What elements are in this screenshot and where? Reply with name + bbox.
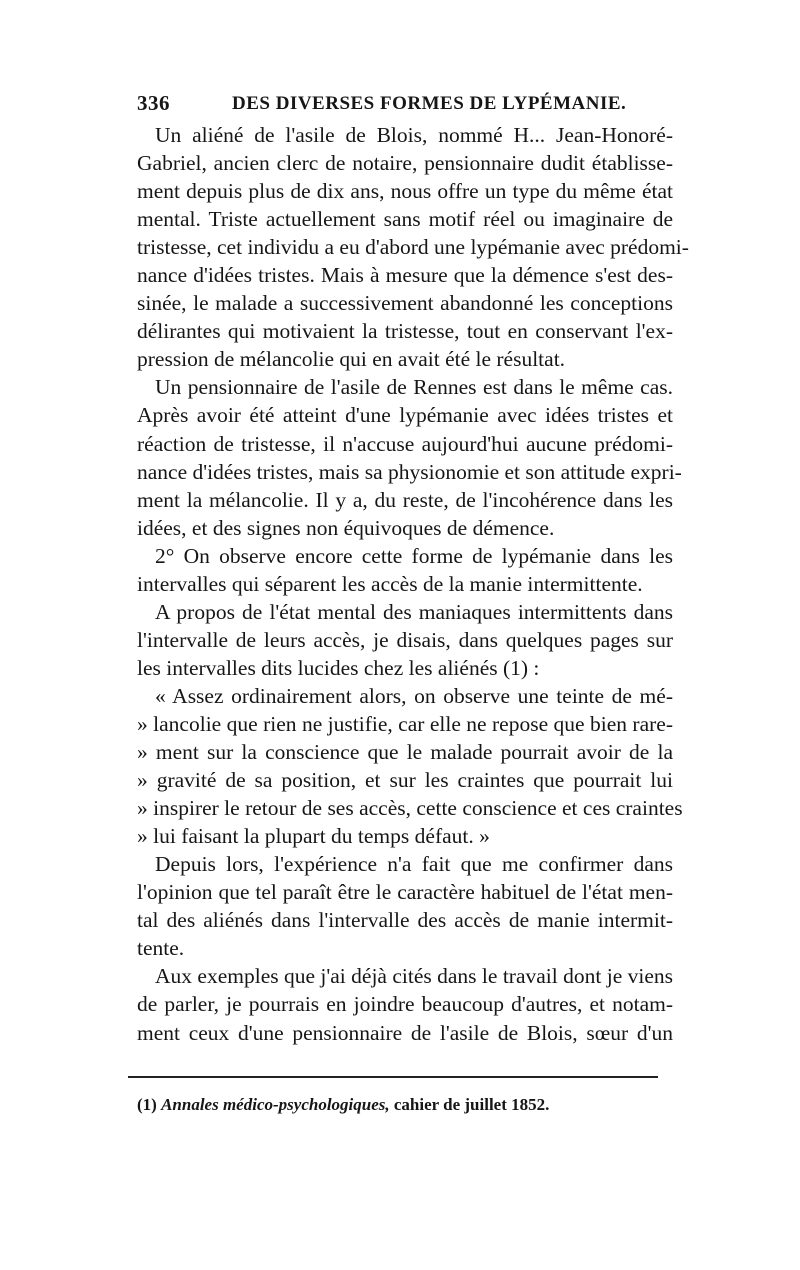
quote-line: » gravité de sa position, et sur les craintes que pourrait lui bbox=[137, 768, 673, 793]
quote-line: » lancolie que rien ne justifie, car elle ne repose que bien rare- bbox=[137, 711, 673, 736]
text-line: tristesse, cet individu a eu d'abord une lypémanie avec prédomi- bbox=[137, 235, 689, 260]
running-title: DES DIVERSES FORMES DE LYPÉMANIE. bbox=[232, 93, 627, 114]
text-line: réaction de tristesse, il n'accuse aujourd'hui aucune prédomi- bbox=[137, 431, 673, 456]
text-line: Aux exemples que j'ai déjà cités dans le travail dont je viens bbox=[155, 964, 673, 989]
footnote bbox=[137, 1095, 657, 1115]
text-line: tal des aliénés dans l'intervalle des accès de manie intermit- bbox=[137, 908, 673, 933]
text-line: mental. Triste actuellement sans motif réel ou imaginaire de bbox=[137, 207, 673, 232]
body-text bbox=[137, 121, 689, 1047]
text-line: délirantes qui motivaient la tristesse, tout en conservant l'ex- bbox=[137, 319, 673, 344]
text-line: les intervalles dits lucides chez les aliénés (1) : bbox=[137, 655, 540, 680]
footnote-text: cahier de juillet 1852. bbox=[393, 1095, 550, 1114]
text-line: 2° On observe encore cette forme de lypémanie dans les bbox=[155, 543, 673, 568]
text-line: l'opinion que tel paraît être le caractère habituel de l'état men- bbox=[137, 880, 673, 905]
text-line: Gabriel, ancien clerc de notaire, pensionnaire dudit établisse- bbox=[137, 151, 673, 176]
text-line: Après avoir été atteint d'une lypémanie avec idées tristes et bbox=[137, 403, 673, 428]
footnote-marker: (1) bbox=[137, 1095, 157, 1114]
text-line: pression de mélancolie qui en avait été le résultat. bbox=[137, 347, 566, 372]
text-line: nance d'idées tristes, mais sa physionomie et son attitude expri- bbox=[137, 459, 682, 484]
text-line: ment la mélancolie. Il y a, du reste, de l'incohérence dans les bbox=[137, 487, 673, 512]
text-line: Un pensionnaire de l'asile de Rennes est dans le même cas. bbox=[155, 375, 673, 400]
text-line: sinée, le malade a successivement abandonné les conceptions bbox=[137, 291, 673, 316]
text-line: ment ceux d'une pensionnaire de l'asile de Blois, sœur d'un bbox=[137, 1020, 673, 1045]
text-line: ment depuis plus de dix ans, nous offre un type du même état bbox=[137, 179, 673, 204]
text-line: l'intervalle de leurs accès, je disais, dans quelques pages sur bbox=[137, 627, 673, 652]
page-number: 336 bbox=[137, 91, 170, 115]
quote-line: » inspirer le retour de ses accès, cette conscience et ces craintes bbox=[137, 796, 683, 821]
text-line: idées, et des signes non équivoques de démence. bbox=[137, 515, 555, 540]
text-line: Un aliéné de l'asile de Blois, nommé H... Jean-Honoré- bbox=[155, 123, 673, 147]
text-line: intervalles qui séparent les accès de la manie intermittente. bbox=[137, 571, 643, 596]
quote-line: » lui faisant la plupart du temps défaut. » bbox=[137, 824, 490, 849]
quote-line: « Assez ordinairement alors, on observe une teinte de mé- bbox=[155, 683, 673, 708]
text-line: nance d'idées tristes. Mais à mesure que la démence s'est des- bbox=[137, 263, 673, 288]
text-line: de parler, je pourrais en joindre beaucoup d'autres, et notam- bbox=[137, 992, 673, 1017]
quote-line: » ment sur la conscience que le malade pourrait avoir de la bbox=[137, 740, 673, 765]
text-line: A propos de l'état mental des maniaques intermittents dans bbox=[155, 599, 673, 624]
text-line: Depuis lors, l'expérience n'a fait que me confirmer dans bbox=[155, 852, 673, 877]
text-line: tente. bbox=[137, 936, 185, 961]
footnote-journal: Annales médico-psychologiques, bbox=[161, 1095, 390, 1114]
footnote-rule bbox=[128, 1076, 658, 1078]
